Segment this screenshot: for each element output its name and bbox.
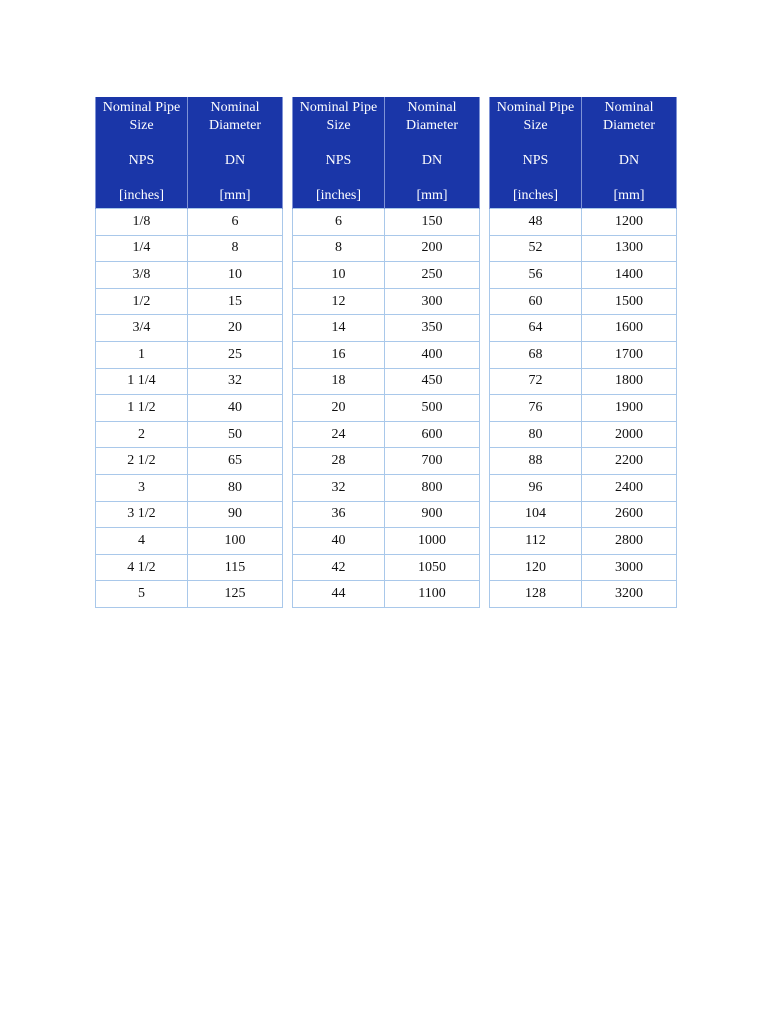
nps-header (96, 97, 188, 209)
nps-cell: 1/2 (96, 288, 188, 315)
table-row (96, 341, 283, 368)
table-row (490, 262, 677, 289)
table-row (293, 474, 480, 501)
nps-cell: 112 (490, 528, 582, 555)
nps-cell: 1 1/4 (96, 368, 188, 395)
dn-header (582, 97, 677, 209)
nps-cell: 40 (293, 528, 385, 555)
pipe-size-tables (95, 97, 677, 608)
nps-cell: 5 (96, 581, 188, 608)
table-row (96, 554, 283, 581)
table-row (293, 501, 480, 528)
nps-cell: 2 1/2 (96, 448, 188, 475)
nps-cell: 76 (490, 395, 582, 422)
table-row (490, 315, 677, 342)
nps-cell: 10 (293, 262, 385, 289)
header-title-line: Nominal (407, 100, 457, 115)
table-row (293, 554, 480, 581)
dn-cell: 1900 (582, 395, 677, 422)
header-unit: [inches] (118, 188, 165, 203)
dn-cell: 10 (188, 262, 283, 289)
header-abbreviation: NPS (128, 153, 155, 168)
nps-cell: 1/4 (96, 235, 188, 262)
table-row (293, 288, 480, 315)
table-row (490, 474, 677, 501)
nps-cell: 68 (490, 341, 582, 368)
dn-cell: 900 (385, 501, 480, 528)
table-row (293, 528, 480, 555)
nps-cell: 56 (490, 262, 582, 289)
table-row (490, 341, 677, 368)
table-row (490, 235, 677, 262)
header-title-line: Nominal Pipe (299, 100, 378, 115)
header-title-line: Size (326, 118, 351, 133)
dn-cell: 1300 (582, 235, 677, 262)
dn-cell: 100 (188, 528, 283, 555)
table-row (293, 315, 480, 342)
dn-cell: 1000 (385, 528, 480, 555)
dn-cell: 700 (385, 448, 480, 475)
header-spacer (582, 135, 676, 152)
header-spacer (490, 170, 581, 187)
nps-cell: 3 (96, 474, 188, 501)
table-row (96, 235, 283, 262)
nps-cell: 60 (490, 288, 582, 315)
header-row (96, 97, 283, 209)
table-row (490, 501, 677, 528)
dn-cell: 150 (385, 209, 480, 236)
dn-cell: 1500 (582, 288, 677, 315)
header-title-line: Diameter (602, 118, 656, 133)
nps-cell: 3 1/2 (96, 501, 188, 528)
dn-cell: 1800 (582, 368, 677, 395)
table-row (96, 395, 283, 422)
dn-cell: 300 (385, 288, 480, 315)
pipe-table (95, 97, 283, 608)
nps-cell: 3/4 (96, 315, 188, 342)
dn-cell: 90 (188, 501, 283, 528)
nps-header (293, 97, 385, 209)
header-title-line: Size (523, 118, 548, 133)
table-row (490, 368, 677, 395)
table-row (293, 395, 480, 422)
table-row (293, 448, 480, 475)
dn-cell: 500 (385, 395, 480, 422)
dn-cell: 1100 (385, 581, 480, 608)
pipe-table (292, 97, 480, 608)
header-spacer (582, 170, 676, 187)
nps-cell: 14 (293, 315, 385, 342)
dn-cell: 800 (385, 474, 480, 501)
header-spacer (96, 170, 187, 187)
table-row (96, 262, 283, 289)
nps-cell: 120 (490, 554, 582, 581)
table-row (96, 368, 283, 395)
header-title-line: Nominal Pipe (102, 100, 181, 115)
table-row (96, 581, 283, 608)
pipe-table (489, 97, 677, 608)
nps-cell: 42 (293, 554, 385, 581)
header-title-line: Size (129, 118, 154, 133)
nps-cell: 24 (293, 421, 385, 448)
header-abbreviation: NPS (522, 153, 549, 168)
nps-cell: 96 (490, 474, 582, 501)
header-row (293, 97, 480, 209)
nps-cell: 44 (293, 581, 385, 608)
header-abbreviation: DN (421, 153, 443, 168)
dn-cell: 3000 (582, 554, 677, 581)
table-row (490, 554, 677, 581)
dn-header (385, 97, 480, 209)
dn-cell: 1600 (582, 315, 677, 342)
header-spacer (188, 170, 282, 187)
dn-cell: 6 (188, 209, 283, 236)
dn-cell: 450 (385, 368, 480, 395)
table-row (490, 421, 677, 448)
table-row (293, 581, 480, 608)
nps-cell: 1/8 (96, 209, 188, 236)
nps-cell: 6 (293, 209, 385, 236)
nps-cell: 64 (490, 315, 582, 342)
table-row (293, 341, 480, 368)
dn-cell: 50 (188, 421, 283, 448)
table-row (293, 235, 480, 262)
header-spacer (385, 170, 479, 187)
nps-cell: 16 (293, 341, 385, 368)
header-unit: [mm] (416, 188, 448, 203)
dn-cell: 200 (385, 235, 480, 262)
nps-cell: 32 (293, 474, 385, 501)
dn-cell: 80 (188, 474, 283, 501)
header-title-line: Nominal (210, 100, 260, 115)
dn-cell: 3200 (582, 581, 677, 608)
nps-cell: 8 (293, 235, 385, 262)
table-row (293, 368, 480, 395)
nps-header (490, 97, 582, 209)
dn-cell: 400 (385, 341, 480, 368)
dn-cell: 1200 (582, 209, 677, 236)
nps-cell: 18 (293, 368, 385, 395)
dn-cell: 1050 (385, 554, 480, 581)
dn-cell: 115 (188, 554, 283, 581)
dn-header (188, 97, 283, 209)
dn-cell: 1700 (582, 341, 677, 368)
nps-cell: 80 (490, 421, 582, 448)
header-abbreviation: NPS (325, 153, 352, 168)
nps-cell: 1 1/2 (96, 395, 188, 422)
dn-cell: 25 (188, 341, 283, 368)
header-abbreviation: DN (224, 153, 246, 168)
table-row (293, 262, 480, 289)
table-row (490, 209, 677, 236)
nps-cell: 88 (490, 448, 582, 475)
nps-cell: 2 (96, 421, 188, 448)
nps-cell: 4 1/2 (96, 554, 188, 581)
header-title-line: Diameter (208, 118, 262, 133)
table-row (96, 209, 283, 236)
header-title-line: Nominal (604, 100, 654, 115)
table-row (96, 474, 283, 501)
header-unit: [mm] (613, 188, 645, 203)
dn-cell: 15 (188, 288, 283, 315)
table-row (490, 448, 677, 475)
dn-cell: 1400 (582, 262, 677, 289)
header-unit: [mm] (219, 188, 251, 203)
nps-cell: 36 (293, 501, 385, 528)
dn-cell: 2200 (582, 448, 677, 475)
nps-cell: 3/8 (96, 262, 188, 289)
table-row (96, 528, 283, 555)
dn-cell: 40 (188, 395, 283, 422)
nps-cell: 28 (293, 448, 385, 475)
dn-cell: 8 (188, 235, 283, 262)
dn-cell: 125 (188, 581, 283, 608)
header-spacer (490, 135, 581, 152)
nps-cell: 72 (490, 368, 582, 395)
table-row (490, 528, 677, 555)
nps-cell: 20 (293, 395, 385, 422)
nps-cell: 104 (490, 501, 582, 528)
nps-cell: 128 (490, 581, 582, 608)
header-spacer (293, 135, 384, 152)
nps-cell: 1 (96, 341, 188, 368)
dn-cell: 20 (188, 315, 283, 342)
table-row (490, 395, 677, 422)
table-row (490, 288, 677, 315)
header-title-line: Nominal Pipe (496, 100, 575, 115)
table-row (96, 288, 283, 315)
dn-cell: 2400 (582, 474, 677, 501)
dn-cell: 65 (188, 448, 283, 475)
header-row (490, 97, 677, 209)
table-row (96, 421, 283, 448)
header-unit: [inches] (315, 188, 362, 203)
nps-cell: 12 (293, 288, 385, 315)
table-row (490, 581, 677, 608)
dn-cell: 350 (385, 315, 480, 342)
dn-cell: 2600 (582, 501, 677, 528)
table-row (96, 448, 283, 475)
nps-cell: 48 (490, 209, 582, 236)
header-title-line: Diameter (405, 118, 459, 133)
header-abbreviation: DN (618, 153, 640, 168)
dn-cell: 2000 (582, 421, 677, 448)
table-row (293, 209, 480, 236)
header-spacer (385, 135, 479, 152)
nps-cell: 52 (490, 235, 582, 262)
header-spacer (96, 135, 187, 152)
dn-cell: 600 (385, 421, 480, 448)
header-unit: [inches] (512, 188, 559, 203)
dn-cell: 250 (385, 262, 480, 289)
header-spacer (293, 170, 384, 187)
nps-cell: 4 (96, 528, 188, 555)
table-row (96, 501, 283, 528)
header-spacer (188, 135, 282, 152)
dn-cell: 2800 (582, 528, 677, 555)
dn-cell: 32 (188, 368, 283, 395)
table-row (293, 421, 480, 448)
table-row (96, 315, 283, 342)
